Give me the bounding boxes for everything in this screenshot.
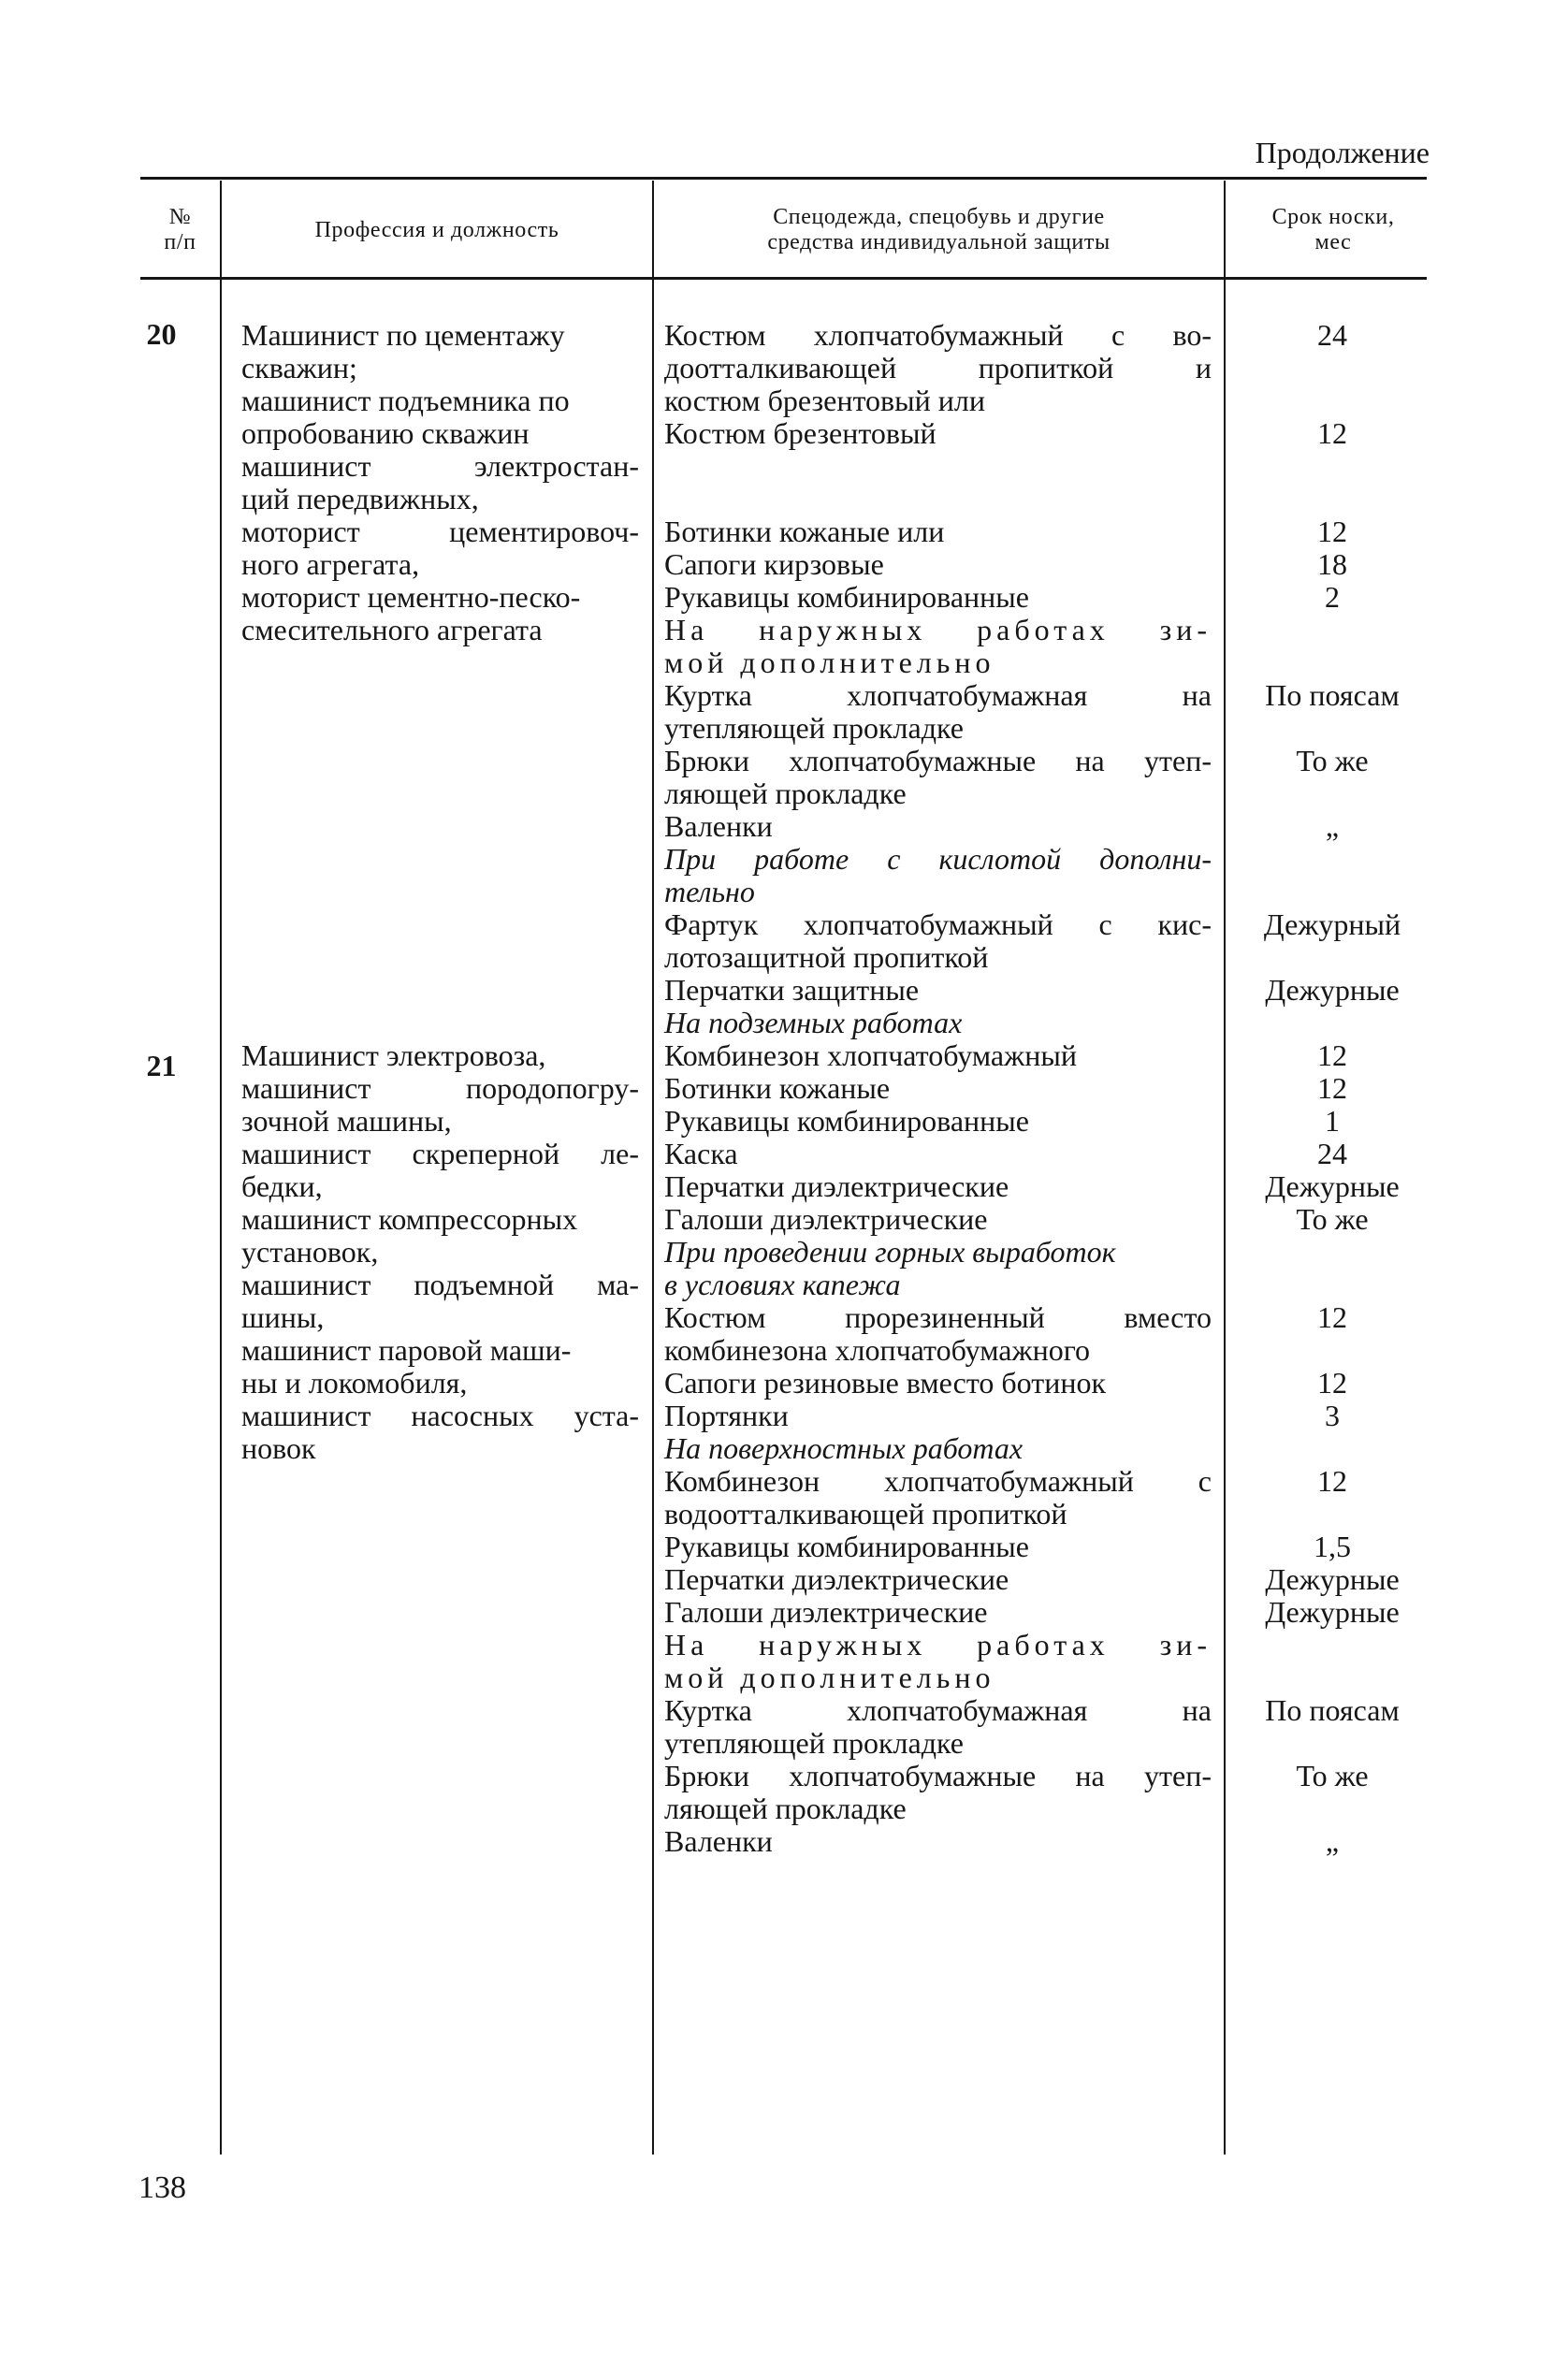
clothing-line: утепляющей прокладке: [664, 711, 964, 745]
clothing-line: Каска: [664, 1137, 738, 1170]
header-clothing: Спецодежда, спецобувь и другие средства индивидуальной защиты: [767, 205, 1111, 254]
term-value: 12: [1317, 1300, 1347, 1334]
header-profession: Профессия и должность: [314, 217, 559, 242]
profession-line: машинист подъемника по: [241, 384, 570, 417]
clothing-line: мой дополнительно: [664, 646, 995, 679]
clothing-line: Комбинезон хлопчатобумажный с: [664, 1464, 1212, 1498]
clothing-line: лотозащитной пропиткой: [664, 940, 989, 974]
column-divider-1: [220, 181, 222, 2155]
clothing-line: На поверхностных работах: [664, 1431, 1024, 1465]
profession-line: ций передвижных,: [241, 482, 479, 515]
clothing-line: Рукавицы комбинированные: [664, 580, 1029, 614]
clothing-line: в условиях капежа: [664, 1268, 901, 1301]
clothing-line: мой дополнительно: [664, 1661, 995, 1694]
clothing-line: Фартук хлопчатобумажный с кис-: [664, 907, 1212, 941]
term-value: 12: [1317, 416, 1347, 450]
term-value: „: [1325, 809, 1340, 843]
term-value: По поясам: [1265, 1693, 1400, 1727]
clothing-line: На наружных работах зи-: [664, 613, 1212, 646]
clothing-line: Валенки: [664, 1824, 773, 1858]
term-value: 3: [1325, 1399, 1340, 1432]
profession-line: ны и локомобиля,: [241, 1366, 468, 1400]
term-value: Дежурные: [1265, 1562, 1400, 1596]
profession-line: Машинист по цементажу: [241, 318, 565, 352]
profession-line: опробованию скважин: [241, 416, 530, 450]
clothing-line: ляющей прокладке: [664, 776, 907, 810]
term-value: 18: [1317, 547, 1347, 581]
term-value: Дежурные: [1265, 1595, 1400, 1629]
term-value: То же: [1296, 744, 1369, 777]
clothing-cell: [664, 318, 1212, 1039]
profession-line: ного агрегата,: [241, 547, 420, 581]
clothing-line: тельно: [664, 875, 755, 908]
clothing-line: Ботинки кожаные или: [664, 515, 945, 548]
profession-line: Машинист электровоза,: [241, 1038, 546, 1072]
profession-line: машинист породопогру-: [241, 1071, 639, 1105]
clothing-line: Сапоги кирзовые: [664, 547, 884, 581]
profession-line: машинист электростан-: [241, 449, 639, 483]
profession-cell: [241, 1039, 639, 1479]
clothing-line: Брюки хлопчатобумажные на утеп-: [664, 1759, 1212, 1792]
term-value: 2: [1325, 580, 1340, 614]
term-value: 24: [1317, 318, 1347, 352]
clothing-line: Перчатки диэлектрические: [664, 1562, 1009, 1596]
profession-line: машинист насосных уста-: [241, 1399, 639, 1432]
profession-line: моторист цементно-песко-: [241, 580, 581, 614]
profession-line: машинист подъемной ма-: [241, 1268, 639, 1301]
clothing-line: На наружных работах зи-: [664, 1628, 1212, 1661]
clothing-line: Галоши диэлектрические: [664, 1202, 988, 1236]
clothing-cell: [664, 1039, 1212, 1863]
clothing-line: ляющей прокладке: [664, 1792, 907, 1825]
header-bottom-rule: [140, 277, 1427, 280]
term-value: 12: [1317, 515, 1347, 548]
profession-line: установок,: [241, 1235, 379, 1269]
clothing-line: Рукавицы комбинированные: [664, 1104, 1029, 1138]
profession-line: скважин;: [241, 351, 357, 384]
term-value: По поясам: [1265, 678, 1400, 712]
clothing-line: Комбинезон хлопчатобумажный: [664, 1038, 1077, 1072]
term-value: Дежурные: [1265, 1169, 1400, 1203]
clothing-line: Рукавицы комбинированные: [664, 1530, 1029, 1563]
profession-line: машинист скреперной ле-: [241, 1137, 639, 1170]
term-value: 1: [1325, 1104, 1340, 1138]
term-value: То же: [1296, 1202, 1369, 1236]
clothing-line: утепляющей прокладке: [664, 1726, 964, 1760]
profession-line: машинист компрессорных: [241, 1202, 578, 1236]
term-value: То же: [1296, 1759, 1369, 1792]
clothing-line: костюм брезентовый или: [664, 384, 985, 417]
header-term: Срок носки, мес: [1271, 205, 1395, 254]
term-value: 12: [1317, 1071, 1347, 1105]
header-number: № п/п: [164, 205, 196, 254]
clothing-line: водоотталкивающей пропиткой: [664, 1497, 1067, 1531]
term-value: 12: [1317, 1366, 1347, 1400]
profession-cell: [241, 319, 639, 656]
clothing-line: Сапоги резиновые вместо ботинок: [664, 1366, 1107, 1400]
clothing-line: При работе с кислотой дополни-: [664, 842, 1212, 876]
page-number: 138: [138, 2170, 186, 2205]
clothing-line: Валенки: [664, 809, 773, 843]
clothing-line: Куртка хлопчатобумажная на: [664, 1693, 1212, 1727]
term-value: 24: [1317, 1137, 1347, 1170]
clothing-line: комбинезона хлопчатобумажного: [664, 1333, 1091, 1367]
profession-line: новок: [241, 1431, 316, 1465]
clothing-line: На подземных работах: [664, 1006, 963, 1039]
clothing-line: Перчатки защитные: [664, 973, 920, 1007]
clothing-line: Костюм хлопчатобумажный с во-: [664, 318, 1212, 352]
clothing-line: доотталкивающей пропиткой и: [664, 351, 1212, 384]
clothing-line: Костюм брезентовый: [664, 416, 936, 450]
term-value: 12: [1317, 1464, 1347, 1498]
row-number: 20: [146, 317, 177, 351]
clothing-line: При проведении горных выработок: [664, 1235, 1116, 1269]
clothing-line: Костюм прорезиненный вместо: [664, 1300, 1212, 1334]
clothing-line: Куртка хлопчатобумажная на: [664, 678, 1212, 712]
clothing-line: Брюки хлопчатобумажные на утеп-: [664, 744, 1212, 777]
clothing-line: Портянки: [664, 1399, 789, 1432]
term-value: 1,5: [1314, 1530, 1351, 1563]
profession-line: моторист цементировоч-: [241, 515, 639, 548]
term-value: „: [1325, 1824, 1340, 1858]
clothing-line: Перчатки диэлектрические: [664, 1169, 1009, 1203]
term-value: Дежурный: [1263, 907, 1401, 941]
table-top-rule: [140, 177, 1427, 180]
term-value: Дежурные: [1265, 973, 1400, 1007]
caption-continuation: Продолжение: [1255, 136, 1430, 169]
term-value: 12: [1317, 1038, 1347, 1072]
column-divider-2: [652, 181, 654, 2155]
profession-line: машинист паровой маши-: [241, 1333, 572, 1367]
profession-line: зочной машины,: [241, 1104, 452, 1138]
profession-line: смесительного агрегата: [241, 613, 543, 646]
profession-line: бедки,: [241, 1169, 323, 1203]
clothing-line: Ботинки кожаные: [664, 1071, 891, 1105]
profession-line: шины,: [241, 1300, 325, 1334]
clothing-line: Галоши диэлектрические: [664, 1595, 988, 1629]
row-number: 21: [146, 1049, 177, 1082]
